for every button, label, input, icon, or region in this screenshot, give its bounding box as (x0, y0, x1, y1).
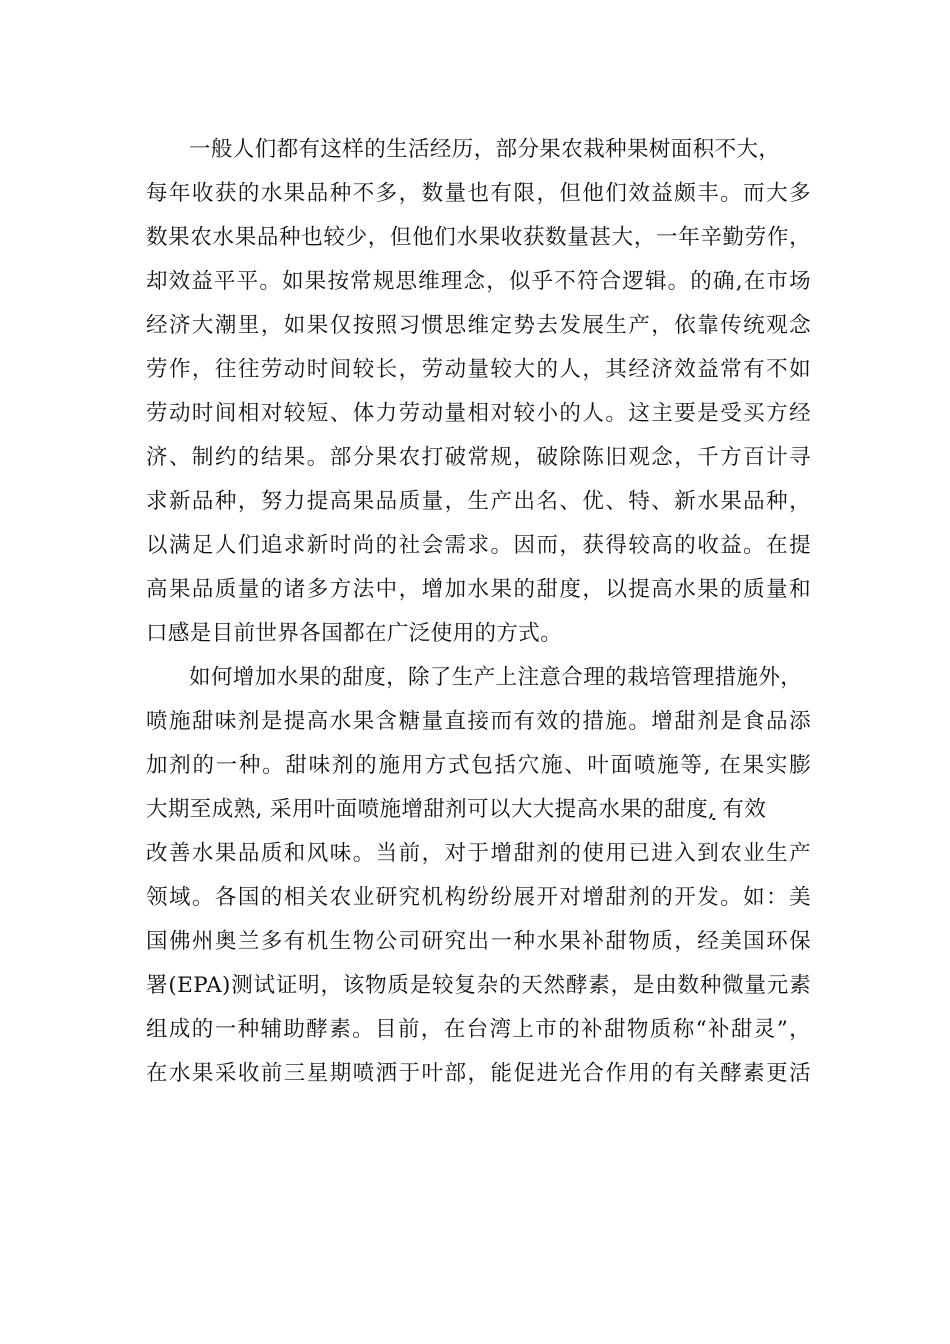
text-line: 署(EPA)测试证明，该物质是较复杂的天然酵素，是由数种微量元素 (146, 973, 811, 998)
text-line: 数果农水果品种也较少，但他们水果收获数量甚大，一年辛勤劳作， (146, 225, 811, 250)
text-line: 劳作，往往劳动时间较长，劳动量较大的人，其经济效益常有不如 (146, 357, 811, 382)
text-line: 以满足人们追求新时尚的社会需求。因而，获得较高的收益。在提 (146, 533, 811, 558)
text-line: 国佛州奥兰多有机生物公司研究出一种水果补甜物质，经美国环保 (146, 929, 811, 954)
text-line: 组成的一种辅助酵素。目前，在台湾上市的补甜物质称“补甜灵”， (146, 1017, 811, 1042)
text-line-with-mark (146, 788, 811, 832)
text-line: 口感是目前世界各国都在广泛使用的方式。 (146, 621, 563, 646)
text-line: 如何增加水果的甜度，除了生产上注意合理的栽培管理措施外， (189, 665, 803, 690)
paragraph-1 (146, 128, 811, 1096)
text-line: 喷施甜味剂是提高水果含糖量直接而有效的措施。增甜剂是食品添 (146, 709, 811, 734)
text-line: 领域。各国的相关农业研究机构纷纷展开对增甜剂的开发。如：美 (146, 885, 811, 910)
text-line: 济、制约的结果。部分果农打破常规，破除陈旧观念，千方百计寻 (146, 445, 811, 470)
text-line: 求新品种，努力提高果品质量，生产出名、优、特、新水果品种， (146, 489, 811, 514)
text-line: 每年收获的水果品种不多，数量也有限，但他们效益颇丰。而大多 (146, 181, 811, 206)
text-line: 却效益平平。如果按常规思维理念，似乎不符合逻辑。的确,在市场 (146, 269, 811, 294)
text-line: 一般人们都有这样的生活经历，部分果农栽种果树面积不大， (189, 137, 781, 162)
text-line: 改善水果品质和风味。当前，对于增甜剂的使用已进入到农业生产 (146, 841, 811, 866)
text-line-segment: 大期至成熟, 采用叶面喷施增甜剂可以大大提高水果的甜度 (146, 797, 708, 822)
text-line: 高果品质量的诸多方法中，增加水果的甜度，以提高水果的质量和 (146, 577, 811, 602)
text-line: 加剂的一种。甜味剂的施用方式包括穴施、叶面喷施等, 在果实膨 (146, 753, 811, 778)
text-line: 经济大潮里，如果仅按照习惯思维定势去发展生产，依靠传统观念 (146, 313, 811, 338)
underlined-comma: , (707, 797, 716, 822)
text-line: 在水果采收前三星期喷洒于叶部，能促进光合作用的有关酵素更活 (146, 1061, 811, 1086)
text-line: 劳动时间相对较短、体力劳动量相对较小的人。这主要是受买方经 (146, 401, 811, 426)
text-line-segment: 有效 (715, 797, 767, 822)
